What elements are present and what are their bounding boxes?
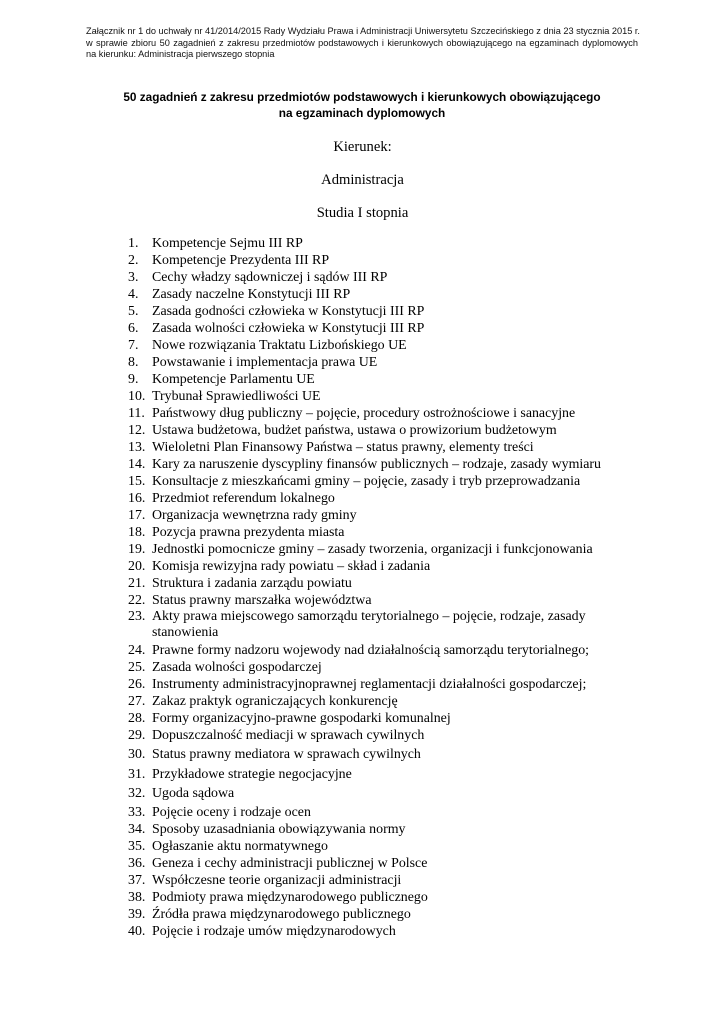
item-number: 39. (128, 907, 146, 922)
item-text: Kary za naruszenie dyscypliny finansów publicznych – rodzaje, zasady wymiaru (152, 457, 601, 472)
item-text: Przedmiot referendum lokalnego (152, 491, 335, 506)
list-item (128, 767, 638, 783)
list-item (128, 576, 638, 592)
item-number: 33. (128, 805, 146, 820)
item-text: Pojęcie i rodzaje umów międzynarodowych (152, 924, 396, 939)
item-number: 18. (128, 525, 146, 540)
item-text: Państwowy dług publiczny – pojęcie, procedury ostrożnościowe i sanacyjne (152, 406, 576, 421)
list-item (128, 525, 638, 541)
list-item (128, 609, 638, 642)
item-number: 37. (128, 873, 146, 888)
item-text: Akty prawa miejscowego samorządu terytorialnego – pojęcie, rodzaje, zasady stanowienia (152, 609, 586, 641)
item-number: 7. (128, 338, 139, 353)
list-item (128, 440, 638, 456)
list-item (128, 856, 638, 872)
list-item (128, 747, 638, 763)
item-text: Przykładowe strategie negocjacyjne (152, 767, 352, 782)
list-item (128, 839, 638, 855)
item-number: 9. (128, 372, 139, 387)
item-text: Zasada godności człowieka w Konstytucji III RP (152, 304, 425, 319)
list-item (128, 321, 638, 337)
item-number: 29. (128, 728, 146, 743)
item-text: Trybunał Sprawiedliwości UE (152, 389, 321, 404)
item-number: 6. (128, 321, 139, 336)
item-number: 11. (128, 406, 145, 421)
item-text: Nowe rozwiązania Traktatu Lizbońskiego UE (152, 338, 407, 353)
item-text: Podmioty prawa międzynarodowego publicznego (152, 890, 428, 905)
item-number: 26. (128, 677, 146, 692)
list-item (128, 924, 638, 940)
item-text: Dopuszczalność mediacji w sprawach cywilnych (152, 728, 425, 743)
list-item (128, 355, 638, 371)
list-item (128, 491, 638, 507)
kierunek-value: Administracja (321, 172, 404, 188)
document-title-line: na egzaminach dyplomowych (278, 106, 446, 120)
list-item (128, 593, 638, 609)
attachment-note-line: w sprawie zbioru 50 zagadnień z zakresu przedmiotów podstawowych i kierunkowych obowiązującego na egzaminach dyplomowych (86, 37, 638, 48)
item-number: 1. (128, 236, 139, 251)
item-text: Struktura i zadania zarządu powiatu (152, 576, 352, 591)
item-number: 38. (128, 890, 146, 905)
list-item (128, 508, 638, 524)
item-number: 23. (128, 609, 146, 624)
attachment-note-line: Załącznik nr 1 do uchwały nr 41/2014/2015 Rady Wydziału Prawa i Administracji Uniwersytetu Szczecińskiego z dnia 23 stycznia 2015 r. (86, 26, 640, 36)
item-text: Geneza i cechy administracji publicznej w Polsce (152, 856, 428, 871)
item-number: 5. (128, 304, 139, 319)
item-text: Zasada wolności gospodarczej (152, 660, 322, 675)
item-text: Zasady naczelne Konstytucji III RP (152, 287, 351, 302)
item-text: Organizacja wewnętrzna rady gminy (152, 508, 357, 523)
item-text: Sposoby uzasadniania obowiązywania normy (152, 822, 406, 837)
item-number: 34. (128, 822, 146, 837)
item-text: Ogłaszanie aktu normatywnego (152, 839, 328, 854)
list-item (128, 711, 638, 727)
list-item (128, 694, 638, 710)
list-item (128, 389, 638, 405)
item-text: Współczesne teorie organizacji administracji (152, 873, 402, 888)
item-text: Instrumenty administracyjnoprawnej reglamentacji działalności gospodarczej; (152, 677, 587, 692)
document-title-line: 50 zagadnień z zakresu przedmiotów podstawowych i kierunkowych obowiązującego (123, 90, 601, 104)
item-number: 36. (128, 856, 146, 871)
item-number: 35. (128, 839, 146, 854)
item-text: Ugoda sądowa (152, 786, 235, 801)
item-number: 31. (128, 767, 146, 782)
item-number: 13. (128, 440, 146, 455)
list-item (128, 338, 638, 354)
item-number: 14. (128, 457, 146, 472)
item-text: Kompetencje Parlamentu UE (152, 372, 315, 387)
list-item (128, 786, 638, 802)
list-item (128, 873, 638, 889)
list-item (128, 677, 638, 693)
studia-level: Studia I stopnia (316, 205, 409, 221)
item-text: Formy organizacyjno-prawne gospodarki komunalnej (152, 711, 451, 726)
item-number: 17. (128, 508, 146, 523)
item-text: Komisja rewizyjna rady powiatu – skład i zadania (152, 559, 431, 574)
item-number: 25. (128, 660, 146, 675)
item-number: 4. (128, 287, 139, 302)
item-number: 27. (128, 694, 146, 709)
list-item (128, 890, 638, 906)
item-number: 40. (128, 924, 146, 939)
list-item (128, 423, 638, 439)
item-text: Jednostki pomocnicze gminy – zasady tworzenia, organizacji i funkcjonowania (152, 542, 593, 557)
item-number: 2. (128, 253, 139, 268)
item-text: Pojęcie oceny i rodzaje ocen (152, 805, 311, 820)
item-text: Źródła prawa międzynarodowego publicznego (152, 907, 411, 922)
item-number: 20. (128, 559, 146, 574)
item-number: 3. (128, 270, 139, 285)
list-item (128, 287, 638, 303)
item-number: 24. (128, 643, 146, 658)
list-item (128, 660, 638, 676)
list-item (128, 253, 638, 269)
list-item (128, 907, 638, 923)
item-text: Status prawny marszałka województwa (152, 593, 372, 608)
list-item (128, 805, 638, 821)
item-text: Status prawny mediatora w sprawach cywilnych (152, 747, 421, 762)
list-item (128, 236, 638, 252)
item-number: 21. (128, 576, 146, 591)
item-text: Cechy władzy sądowniczej i sądów III RP (152, 270, 388, 285)
item-text: Zakaz praktyk ograniczających konkurencję (152, 694, 398, 709)
item-number: 12. (128, 423, 146, 438)
list-item (128, 406, 638, 422)
item-text: Kompetencje Sejmu III RP (152, 236, 303, 251)
item-number: 16. (128, 491, 146, 506)
attachment-note-line: na kierunku: Administracja pierwszego stopnia (86, 49, 275, 60)
list-item (128, 304, 638, 320)
list-item (128, 457, 638, 473)
list-item (128, 822, 638, 838)
item-number: 30. (128, 747, 146, 762)
item-text: Pozycja prawna prezydenta miasta (152, 525, 345, 540)
item-number: 19. (128, 542, 146, 557)
item-text: Powstawanie i implementacja prawa UE (152, 355, 378, 370)
list-item (128, 728, 638, 744)
item-number: 22. (128, 593, 146, 608)
list-item (128, 559, 638, 575)
item-number: 28. (128, 711, 146, 726)
list-item (128, 474, 638, 490)
item-text: Kompetencje Prezydenta III RP (152, 253, 330, 268)
kierunek-label: Kierunek: (333, 139, 392, 155)
item-number: 15. (128, 474, 146, 489)
list-item (128, 270, 638, 286)
item-text: Ustawa budżetowa, budżet państwa, ustawa o prowizorium budżetowym (152, 423, 557, 438)
item-text: Konsultacje z mieszkańcami gminy – pojęcie, zasady i tryb przeprowadzania (152, 474, 581, 489)
item-text: Wieloletni Plan Finansowy Państwa – status prawny, elementy treści (152, 440, 534, 455)
list-item (128, 643, 638, 659)
item-text: Zasada wolności człowieka w Konstytucji III RP (152, 321, 425, 336)
list-item (128, 542, 638, 558)
item-text: Prawne formy nadzoru wojewody nad działalnością samorządu terytorialnego; (152, 643, 590, 658)
item-number: 8. (128, 355, 139, 370)
item-number: 32. (128, 786, 146, 801)
list-item (128, 372, 638, 388)
item-number: 10. (128, 389, 146, 404)
